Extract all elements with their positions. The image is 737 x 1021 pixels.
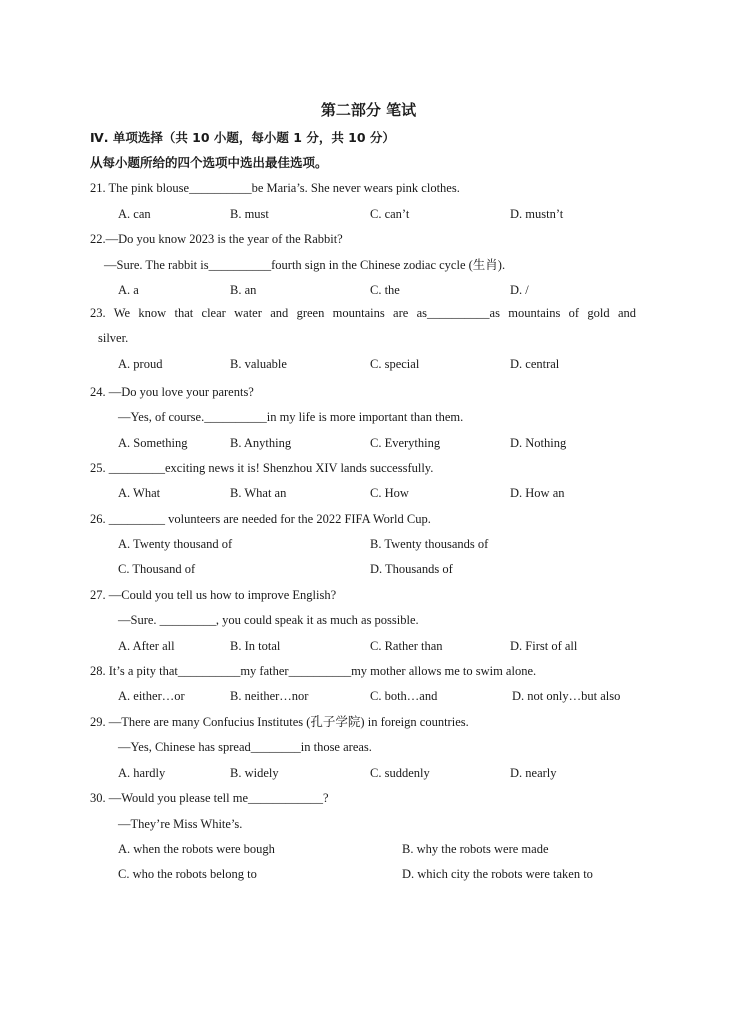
question-26-stem: 26. _________ volunteers are needed for the 2022 FIFA World Cup. [90, 512, 431, 526]
q23-option-d: D. central [510, 357, 560, 371]
q27-option-c: C. Rather than [370, 639, 443, 653]
q24-option-d: D. Nothing [510, 436, 567, 450]
q28-option-c: C. both…and [370, 689, 438, 703]
q28-option-b: B. neither…nor [230, 689, 309, 703]
question-22-line1: 22.—Do you know 2023 is the year of the Rabbit? [90, 232, 343, 246]
q23-option-b: B. valuable [230, 357, 287, 371]
q25-option-c: C. How [370, 486, 409, 500]
q30-option-a: A. when the robots were bough [118, 842, 275, 856]
q26-option-c: C. Thousand of [118, 562, 196, 576]
q23-option-c: C. special [370, 357, 420, 371]
question-24-line2: —Yes, of course.__________in my life is more important than them. [118, 410, 464, 424]
question-25-stem: 25. _________exciting news it is! Shenzhou XIV lands successfully. [90, 461, 434, 475]
page-title: 第二部分 笔试 [320, 101, 417, 119]
question-29-line2: —Yes, Chinese has spread________in those areas. [118, 740, 372, 754]
instruction-text: 从每小题所给的四个选项中选出最佳选项。 [90, 155, 328, 170]
q30-option-c: C. who the robots belong to [118, 867, 257, 881]
question-21-stem: 21. The pink blouse__________be Maria’s. She never wears pink clothes. [90, 181, 460, 195]
q21-option-b: B. must [230, 207, 269, 221]
q24-option-a: A. Something [118, 436, 188, 450]
q29-option-d: D. nearly [510, 766, 557, 780]
q29-option-c: C. suddenly [370, 766, 430, 780]
question-23-line2: silver. [98, 331, 129, 345]
q23-option-a: A. proud [118, 357, 163, 371]
q25-option-d: D. How an [510, 486, 565, 500]
q26-option-a: A. Twenty thousand of [118, 537, 233, 551]
q28-option-a: A. either…or [118, 689, 185, 703]
q26-option-d: D. Thousands of [370, 562, 453, 576]
question-28-stem: 28. It’s a pity that__________my father__________my mother allows me to swim alone. [90, 664, 537, 678]
q25-option-b: B. What an [230, 486, 287, 500]
q22-option-a: A. a [118, 283, 139, 297]
q21-option-c: C. can’t [370, 207, 410, 221]
q29-option-a: A. hardly [118, 766, 166, 780]
q27-option-b: B. In total [230, 639, 281, 653]
q21-option-a: A. can [118, 207, 151, 221]
q21-option-d: D. mustn’t [510, 207, 564, 221]
question-27-line2: —Sure. _________, you could speak it as much as possible. [118, 613, 419, 627]
question-27-line1: 27. —Could you tell us how to improve English? [90, 588, 337, 602]
q30-option-d: D. which city the robots were taken to [402, 867, 593, 881]
q30-option-b: B. why the robots were made [402, 842, 549, 856]
q22-option-c: C. the [370, 283, 400, 297]
q22-option-d: D. / [510, 283, 529, 297]
q27-option-d: D. First of all [510, 639, 578, 653]
q24-option-c: C. Everything [370, 436, 441, 450]
q25-option-a: A. What [118, 486, 161, 500]
q27-option-a: A. After all [118, 639, 175, 653]
section-heading: Ⅳ. 单项选择（共 10 小题，每小题 1 分，共 10 分） [90, 130, 395, 145]
q22-option-b: B. an [230, 283, 257, 297]
question-22-line2: —Sure. The rabbit is__________fourth sign in the Chinese zodiac cycle (生肖). [104, 258, 506, 272]
q26-option-b: B. Twenty thousands of [370, 537, 489, 551]
question-23-line1: 23. We know that clear water and green mountains are as__________as mountains of gold and [90, 306, 636, 320]
question-30-line1: 30. —Would you please tell me____________? [90, 791, 329, 805]
question-30-line2: —They’re Miss White’s. [118, 817, 243, 831]
question-24-line1: 24. —Do you love your parents? [90, 385, 254, 399]
q28-option-d: D. not only…but also [512, 689, 621, 703]
question-29-line1: 29. —There are many Confucius Institutes (孔子学院) in foreign countries. [90, 715, 469, 729]
q29-option-b: B. widely [230, 766, 279, 780]
q24-option-b: B. Anything [230, 436, 292, 450]
